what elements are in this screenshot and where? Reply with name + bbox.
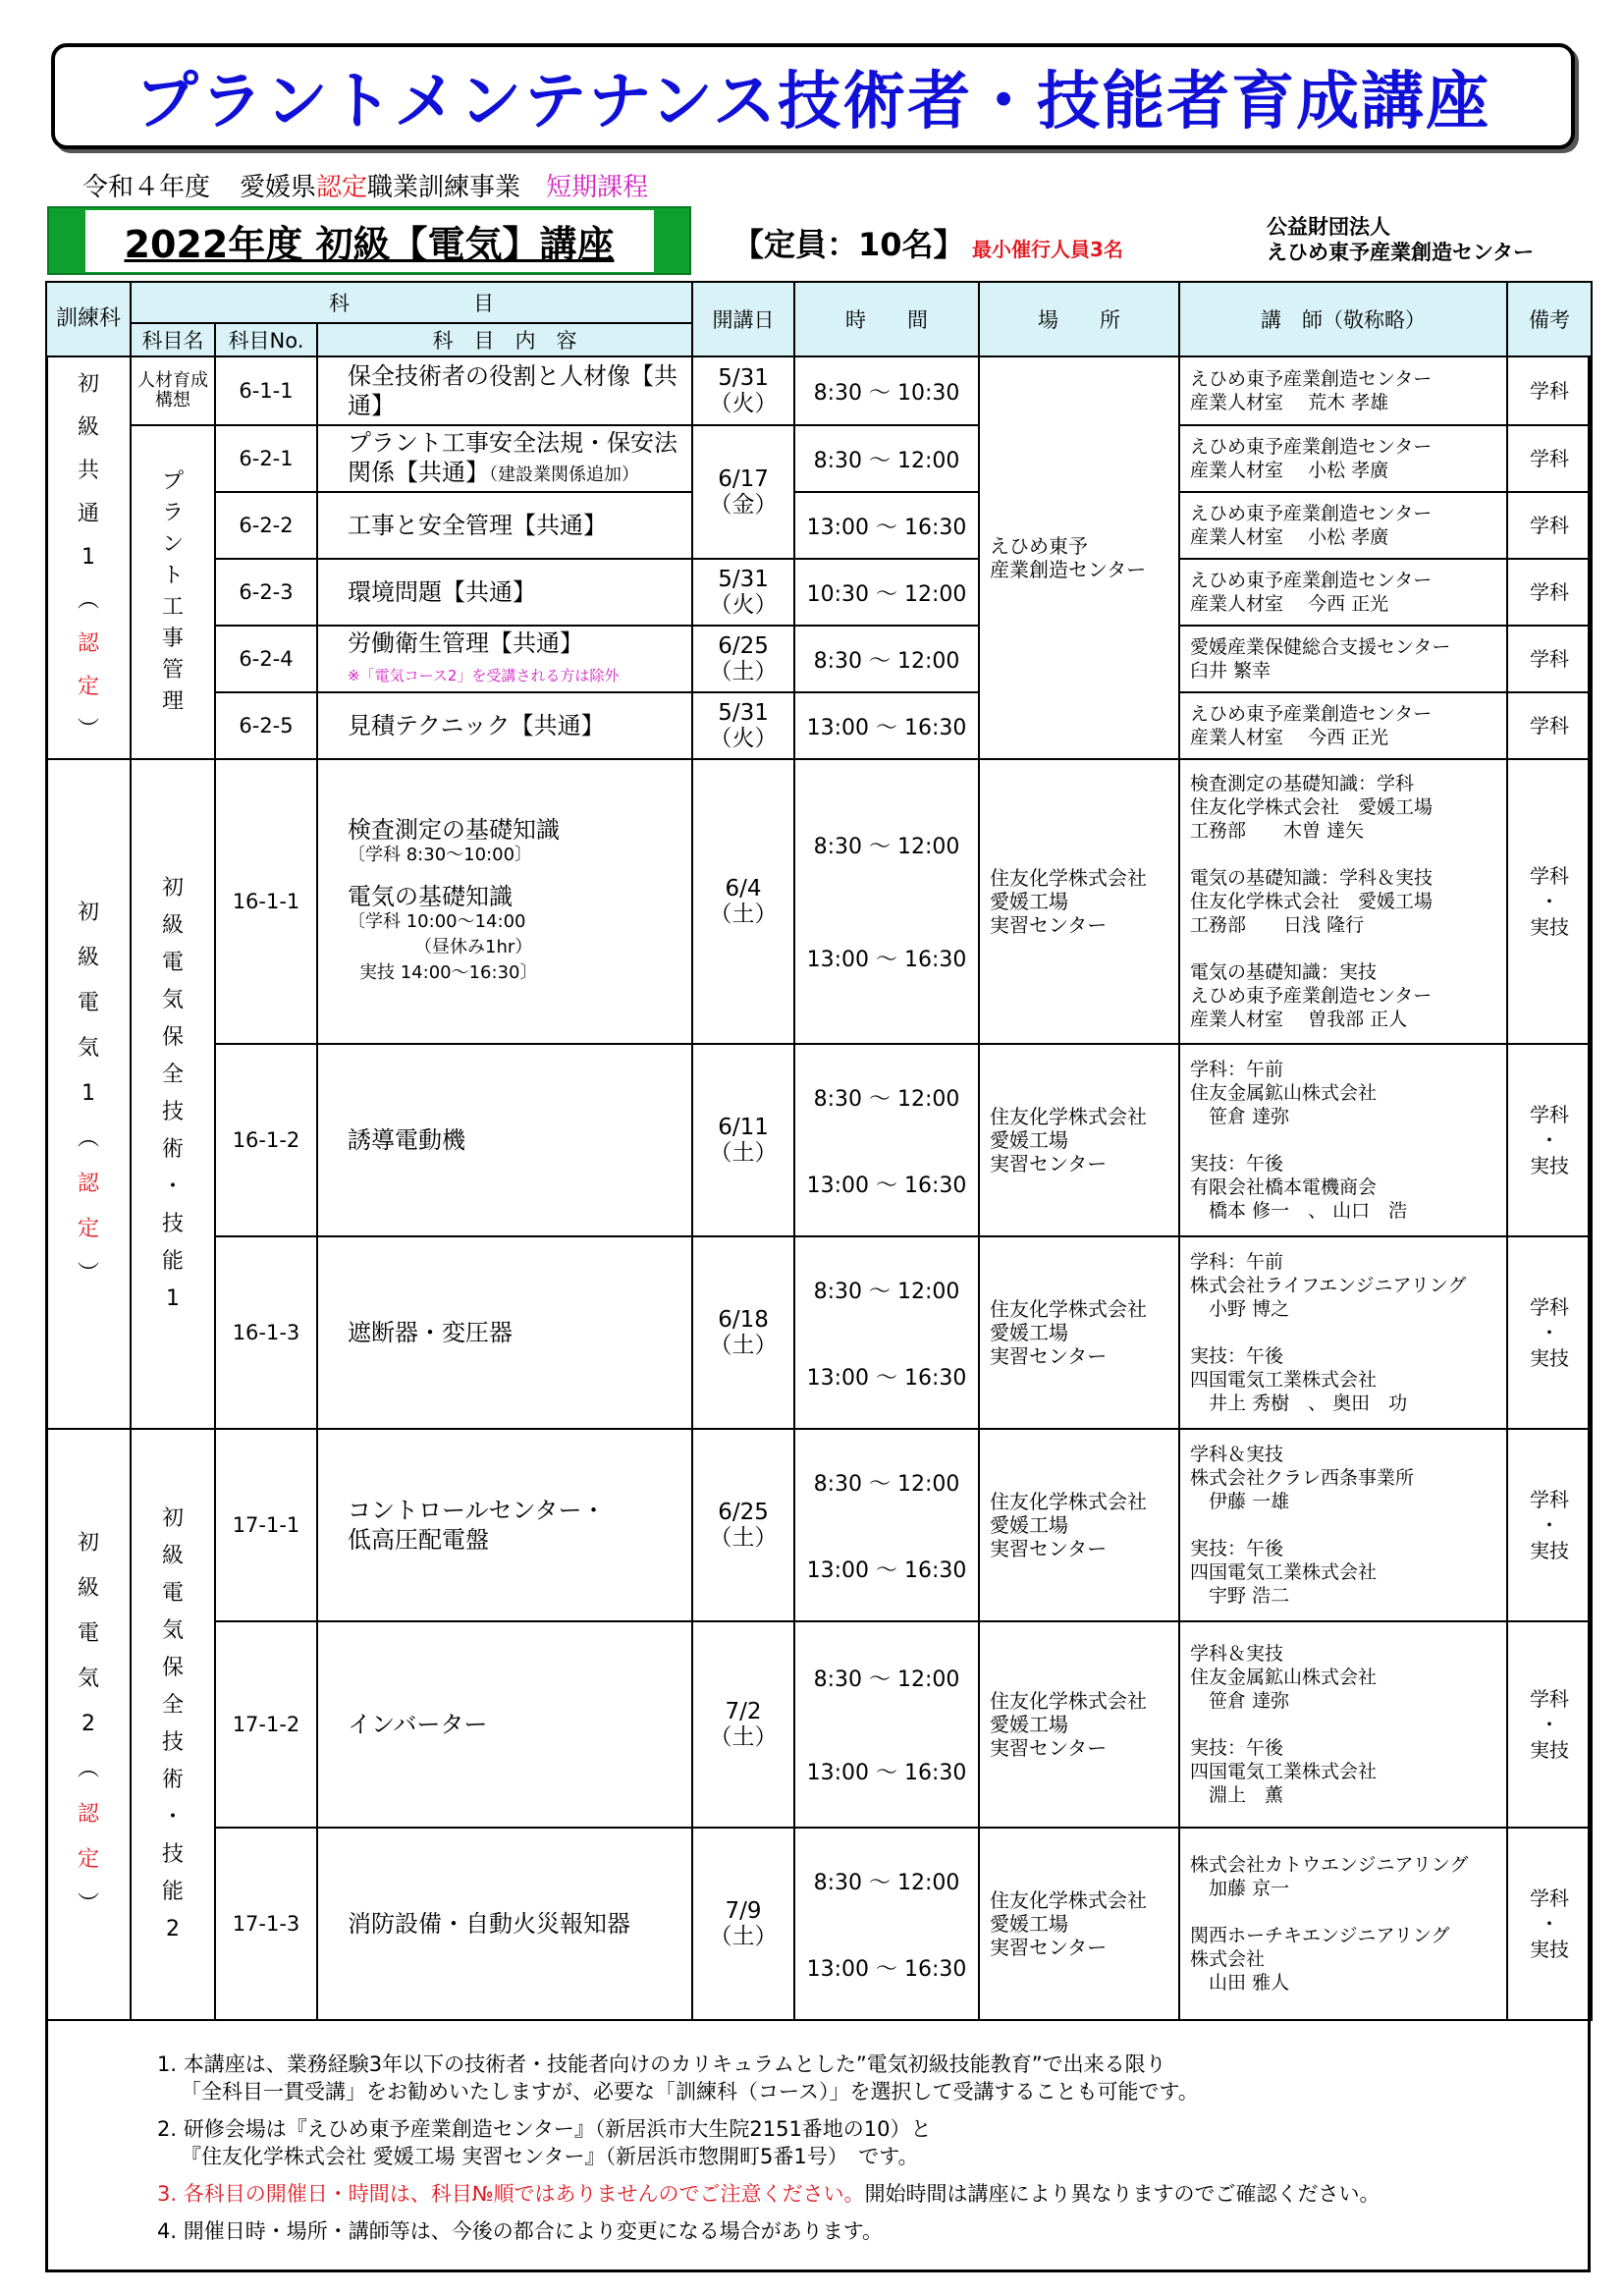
course-instructor: 学科＆実技 住友金属鉱山株式会社 笹倉 達弥 実技：午後 四国電気工業株式会社 淵上 薫 bbox=[1179, 1621, 1507, 1828]
table-row bbox=[46, 1621, 1592, 1828]
course-remark: 学科 ・ 実技 bbox=[1507, 1429, 1592, 1621]
table-row bbox=[46, 559, 1592, 626]
course-no: 16-1-1 bbox=[215, 759, 317, 1044]
subject-plant: プ ラ ン ト 工 事 管 理 bbox=[131, 425, 215, 759]
course-remark: 学科 ・ 実技 bbox=[1507, 1236, 1592, 1429]
course-time: 8:30 〜 10:30 bbox=[794, 356, 979, 425]
min-people: 最小催行人員3名 bbox=[972, 238, 1123, 261]
course-no: 16-1-2 bbox=[215, 1044, 317, 1236]
note-3: 3. 各科目の開催日・時間は、科目№順ではありませんのでご注意ください。開始時間は講座により異なりますのでご確認ください。 bbox=[157, 2182, 1380, 2206]
course-place: 住友化学株式会社 愛媛工場 実習センター bbox=[979, 1236, 1179, 1429]
header-kunren: 訓練科 bbox=[46, 282, 131, 356]
table-row bbox=[46, 492, 1592, 559]
note-4: 4. 開催日時・場所・講師等は、今後の都合により変更になる場合があります。 bbox=[157, 2219, 884, 2243]
table-row bbox=[46, 692, 1592, 759]
course-instructor: えひめ東予産業創造センター 産業人材室 今西 正光 bbox=[1179, 692, 1507, 759]
note-2: 2. 研修会場は『えひめ東予産業創造センター』（新居浜市大生院2151番地の10）と 『住友化学株式会社 愛媛工場 実習センター』（新居浜市惣開町5番1号） です。 bbox=[157, 2117, 932, 2168]
course-remark: 学科 bbox=[1507, 356, 1592, 425]
organization bbox=[1267, 214, 1534, 265]
course-time: 10:30 〜 12:00 bbox=[794, 559, 979, 626]
course-time: 8:30 〜 12:00 13:00 〜 16:30 bbox=[794, 1621, 979, 1828]
course-date: 6/4 （土） bbox=[692, 759, 794, 1044]
course-instructor: えひめ東予産業創造センター 産業人材室 小松 孝廣 bbox=[1179, 425, 1507, 492]
course-content: インバーター bbox=[317, 1621, 692, 1828]
course-remark: 学科 bbox=[1507, 425, 1592, 492]
course-time: 8:30 〜 12:00 bbox=[794, 425, 979, 492]
course-instructor: 学科＆実技 株式会社クラレ西条事業所 伊藤 一雄 実技：午後 四国電気工業株式会社 宇野 浩二 bbox=[1179, 1429, 1507, 1621]
header-remark: 備考 bbox=[1507, 282, 1592, 356]
course-date: 5/31 （火） bbox=[692, 559, 794, 626]
table-row bbox=[46, 626, 1592, 692]
course-no: 6-2-5 bbox=[215, 692, 317, 759]
group-label-denki2: 初 級 電 気 2 ︵ 認 定 ︶ bbox=[46, 1429, 131, 2020]
course-place: 住友化学株式会社 愛媛工場 実習センター bbox=[979, 1828, 1179, 2020]
course-instructor: 株式会社カトウエンジニアリング 加藤 京一 関西ホーチキエンジニアリング 株式会社 山田 雅人 bbox=[1179, 1828, 1507, 2020]
course-no: 6-1-1 bbox=[215, 356, 317, 425]
course-remark: 学科 ・ 実技 bbox=[1507, 759, 1592, 1044]
course-remark: 学科 bbox=[1507, 692, 1592, 759]
course-instructor: えひめ東予産業創造センター 産業人材室 今西 正光 bbox=[1179, 559, 1507, 626]
course-content: コントロールセンター・ 低高圧配電盤 bbox=[317, 1429, 692, 1621]
course-no: 6-2-1 bbox=[215, 425, 317, 492]
course-no: 6-2-2 bbox=[215, 492, 317, 559]
course-date: 6/25 （土） bbox=[692, 626, 794, 692]
prefecture: 愛媛県 bbox=[240, 173, 317, 202]
header-date: 開講日 bbox=[692, 282, 794, 356]
course-content: 遮断器・変圧器 bbox=[317, 1236, 692, 1429]
notes bbox=[157, 2050, 1380, 2255]
course-remark: 学科 ・ 実技 bbox=[1507, 1621, 1592, 1828]
course-content: 消防設備・自動火災報知器 bbox=[317, 1828, 692, 2020]
course-time: 8:30 〜 12:00 13:00 〜 16:30 bbox=[794, 1044, 979, 1236]
nintei-label: 認定 bbox=[316, 173, 368, 202]
course-content: 工事と安全管理【共通】 bbox=[317, 492, 692, 559]
table-row bbox=[46, 425, 1592, 492]
course-time: 13:00 〜 16:30 bbox=[794, 692, 979, 759]
course-time: 8:30 〜 12:00 bbox=[794, 626, 979, 692]
header-kamoku: 科 目 bbox=[131, 282, 692, 323]
course-instructor: 検査測定の基礎知識：学科 住友化学株式会社 愛媛工場 工務部 木曽 達矢 電気の基礎知識：学科＆実技 住友化学株式会社 愛媛工場 工務部 日浅 隆行 電気の基礎知識：実技 えひめ東予産業創造センター 産業人材室 曽我部 正人 bbox=[1179, 759, 1507, 1044]
course-remark: 学科 bbox=[1507, 492, 1592, 559]
header-time: 時 間 bbox=[794, 282, 979, 356]
subject-denki1: 初 級 電 気 保 全 技 術 ・ 技 能 1 bbox=[131, 759, 215, 1429]
course-remark: 学科 bbox=[1507, 626, 1592, 692]
course-place: 住友化学株式会社 愛媛工場 実習センター bbox=[979, 759, 1179, 1044]
course-date: 6/25 （土） bbox=[692, 1429, 794, 1621]
table-row bbox=[46, 1044, 1592, 1236]
course-no: 6-2-3 bbox=[215, 559, 317, 626]
course-place: 住友化学株式会社 愛媛工場 実習センター bbox=[979, 1429, 1179, 1621]
course-date: 7/9 （土） bbox=[692, 1828, 794, 2020]
course-content: プラント工事安全法規・保安法 関係【共通】（建設業関係追加） bbox=[317, 425, 692, 492]
course-banner bbox=[47, 206, 691, 275]
course-date: 5/31 （火） bbox=[692, 356, 794, 425]
subject-denki2: 初 級 電 気 保 全 技 術 ・ 技 能 2 bbox=[131, 1429, 215, 2020]
course-place: 住友化学株式会社 愛媛工場 実習センター bbox=[979, 1044, 1179, 1236]
table-row bbox=[46, 1828, 1592, 2020]
course-content: 見積テクニック【共通】 bbox=[317, 692, 692, 759]
course-time: 8:30 〜 12:00 13:00 〜 16:30 bbox=[794, 1828, 979, 2020]
subtitle-line bbox=[82, 167, 648, 203]
course-content: 労働衛生管理【共通】 ※「電気コース2」を受講される方は除外 bbox=[317, 626, 692, 692]
course-remark: 学科 ・ 実技 bbox=[1507, 1828, 1592, 2020]
course-date: 6/11 （土） bbox=[692, 1044, 794, 1236]
subject-jinzai: 人材育成構想 bbox=[131, 356, 215, 425]
course-instructor: えひめ東予産業創造センター 産業人材室 小松 孝廣 bbox=[1179, 492, 1507, 559]
course-place: 住友化学株式会社 愛媛工場 実習センター bbox=[979, 1621, 1179, 1828]
exclusion-note: ※「電気コース2」を受講される方は除外 bbox=[348, 666, 620, 684]
course-content: 環境問題【共通】 bbox=[317, 559, 692, 626]
org-line-1: 公益財団法人 bbox=[1267, 215, 1390, 239]
course-title: 2022年度 初級【電気】講座 bbox=[85, 210, 654, 272]
course-time: 13:00 〜 16:30 bbox=[794, 492, 979, 559]
header-naiyou: 科 目 内 容 bbox=[317, 323, 692, 356]
course-no: 17-1-1 bbox=[215, 1429, 317, 1621]
course-remark: 学科 bbox=[1507, 559, 1592, 626]
course-no: 6-2-4 bbox=[215, 626, 317, 692]
course-instructor: 学科：午前 株式会社ライフエンジニアリング 小野 博之 実技：午後 四国電気工業株式会社 井上 秀樹 、 奥田 功 bbox=[1179, 1236, 1507, 1429]
course-no: 17-1-3 bbox=[215, 1828, 317, 2020]
header-instructor: 講 師（敬称略） bbox=[1179, 282, 1507, 356]
header-row-1 bbox=[46, 282, 1592, 323]
course-content: 保全技術者の役割と人材像【共通】 bbox=[317, 356, 692, 425]
course-date: 6/17 （金） bbox=[692, 425, 794, 559]
group-label-common1: 初 級 共 通 1 ︵ 認 定 ︶ bbox=[46, 356, 131, 759]
course-time: 8:30 〜 12:00 13:00 〜 16:30 bbox=[794, 759, 979, 1044]
note-1: 1. 本講座は、業務経験3年以下の技術者・技能者向けのカリキュラムとした”電気初級技能教育”で出来る限り 「全科目一貫受講」をお勧めいたしますが、必要な「訓練科（コース）」を選択して受講することも可能です。 bbox=[157, 2052, 1199, 2104]
header-kamokuno: 科目No. bbox=[215, 323, 317, 356]
course-remark: 学科 ・ 実技 bbox=[1507, 1044, 1592, 1236]
course-no: 16-1-3 bbox=[215, 1236, 317, 1429]
course-instructor: 愛媛産業保健総合支援センター 臼井 繁幸 bbox=[1179, 626, 1507, 692]
table-row bbox=[46, 356, 1592, 425]
schedule-table bbox=[45, 281, 1593, 2021]
program-label: 職業訓練事業 bbox=[367, 173, 521, 202]
course-date: 7/2 （土） bbox=[692, 1621, 794, 1828]
fiscal-year: 令和４年度 bbox=[82, 173, 211, 202]
course-place: えひめ東予 産業創造センター bbox=[979, 356, 1179, 759]
header-place: 場 所 bbox=[979, 282, 1179, 356]
course-content: 誘導電動機 bbox=[317, 1044, 692, 1236]
org-line-2: えひめ東予産業創造センター bbox=[1267, 241, 1535, 264]
course-date: 6/18 （土） bbox=[692, 1236, 794, 1429]
course-time: 8:30 〜 12:00 13:00 〜 16:30 bbox=[794, 1429, 979, 1621]
course-date: 5/31 （火） bbox=[692, 692, 794, 759]
course-time: 8:30 〜 12:00 13:00 〜 16:30 bbox=[794, 1236, 979, 1429]
group-label-denki1: 初 級 電 気 1 ︵ 認 定 ︶ bbox=[46, 759, 131, 1429]
title-box bbox=[51, 43, 1575, 149]
course-no: 17-1-2 bbox=[215, 1621, 317, 1828]
table-row bbox=[46, 1429, 1592, 1621]
header-kamokumei: 科目名 bbox=[131, 323, 215, 356]
course-instructor: 学科：午前 住友金属鉱山株式会社 笹倉 達弥 実技：午後 有限会社橋本電機商会 橋本 修一 、 山口 浩 bbox=[1179, 1044, 1507, 1236]
page-title: プラントメンテナンス技術者・技能者育成講座 bbox=[135, 66, 1491, 138]
capacity: 【定員：10名】 bbox=[732, 226, 965, 263]
table-row bbox=[46, 1236, 1592, 1429]
table-row bbox=[46, 759, 1592, 1044]
course-instructor: えひめ東予産業創造センター 産業人材室 荒木 孝雄 bbox=[1179, 356, 1507, 425]
short-course-label: 短期課程 bbox=[546, 173, 649, 202]
course-content: 検査測定の基礎知識 〔学科 8:30〜10:00〕 電気の基礎知識 〔学科 10:00〜14:00 （昼休み1hr） 実技 14:00〜16:30〕 bbox=[317, 759, 692, 1044]
